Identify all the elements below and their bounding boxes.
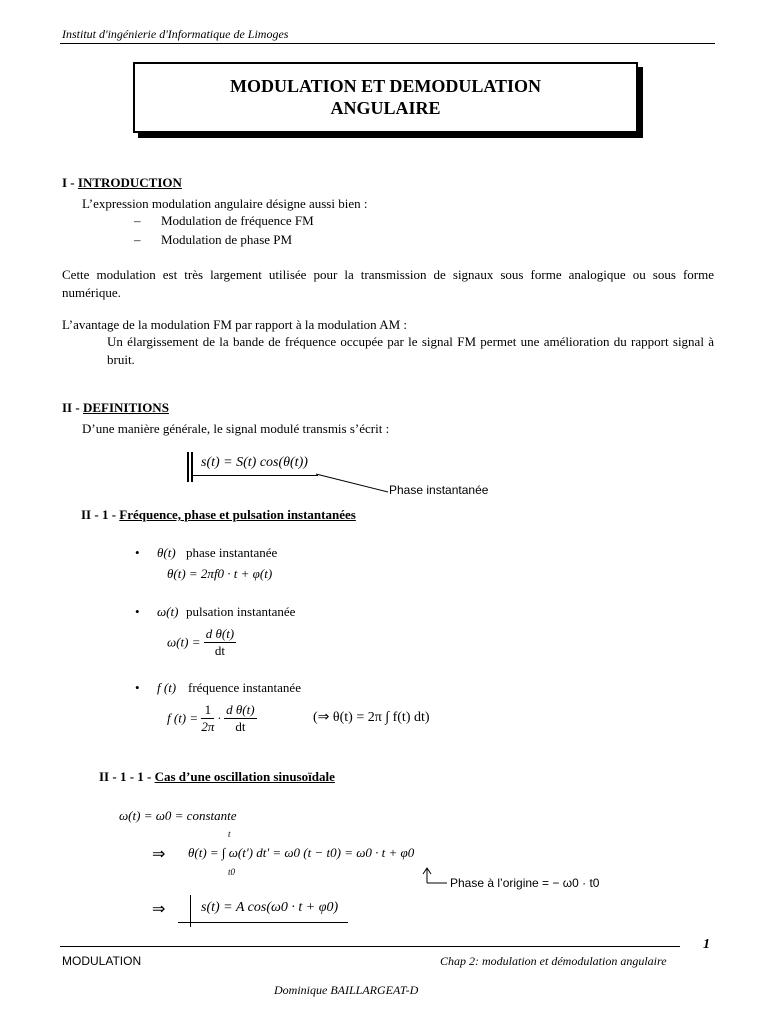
item3-fraction-1 bbox=[201, 702, 214, 735]
item3-label: fréquence instantanée bbox=[188, 680, 301, 695]
bullet-dot-2: • bbox=[135, 604, 140, 619]
item3-formula-lhs: f (t) = bbox=[167, 710, 199, 726]
title-line1: MODULATION ET DEMODULATION bbox=[229, 76, 542, 96]
item1-label: phase instantanée bbox=[186, 545, 278, 560]
section2-title: DEFINITIONS bbox=[82, 400, 169, 415]
bullet-dot-3: • bbox=[135, 680, 140, 695]
annotation-arrow bbox=[312, 470, 392, 496]
item3-denominator-2: dt bbox=[235, 719, 246, 734]
implies-symbol-1: ⇒ bbox=[152, 846, 166, 863]
section2-number: II - bbox=[62, 400, 83, 415]
sub1-number: II - 1 - bbox=[81, 507, 120, 522]
title-box bbox=[133, 62, 638, 133]
item2-formula bbox=[167, 626, 236, 659]
bullet-dash-1: – bbox=[134, 213, 141, 228]
sub11-eq3: s(t) = A cos(ω0 · t + φ0) bbox=[201, 900, 339, 915]
header-institute: Institut d'ingénierie d'Informatique de Limoges bbox=[62, 27, 289, 41]
header-rule bbox=[60, 43, 715, 44]
item2-numerator: d θ(t) bbox=[205, 626, 235, 641]
item1-formula: θ(t) = 2πf0 · t + φ(t) bbox=[167, 566, 273, 581]
title-line2: ANGULAIRE bbox=[330, 98, 441, 118]
item2-symbol: ω(t) bbox=[157, 604, 179, 619]
footer-rule bbox=[60, 946, 680, 947]
section1-heading bbox=[62, 175, 182, 191]
footer-left: MODULATION bbox=[62, 954, 142, 968]
formula-underline bbox=[193, 475, 318, 476]
item3-fraction-2 bbox=[224, 702, 256, 735]
eq3-underline bbox=[178, 922, 348, 923]
section1-para3: Un élargissement de la bande de fréquence occupée par le signal FM permet une amélioration du rapport signal à bruit. bbox=[107, 334, 714, 367]
section1-intro: L’expression modulation angulaire désigne aussi bien : bbox=[82, 196, 368, 211]
footer-right: Chap 2: modulation et démodulation angulaire bbox=[440, 954, 667, 968]
footer-page-number: 1 bbox=[703, 937, 710, 952]
origin-note: Phase à l’origine = − ω0 · t0 bbox=[450, 876, 600, 890]
item2-fraction bbox=[204, 626, 236, 659]
section1-title: INTRODUCTION bbox=[77, 175, 182, 190]
bullet-dot-1: • bbox=[135, 545, 140, 560]
item3-numerator-1: 1 bbox=[201, 702, 214, 719]
footer-author: Dominique BAILLARGEAT-D bbox=[274, 983, 419, 997]
item2-denominator: dt bbox=[214, 643, 225, 658]
section1-number: I - bbox=[62, 175, 78, 190]
item3-symbol: f (t) bbox=[157, 680, 177, 695]
bullet-fm: Modulation de fréquence FM bbox=[161, 213, 314, 228]
item3-numerator-2: d θ(t) bbox=[226, 702, 255, 717]
implies-symbol-2: ⇒ bbox=[152, 901, 166, 918]
item3-formula: f (t) = $\frac{1}{2\pi}$ · $\frac{\text{d θ(t)}}{dt}$ bbox=[167, 702, 255, 734]
formula-bar-2 bbox=[191, 452, 193, 482]
section1-para2: L’avantage de la modulation FM par rapport à la modulation AM : bbox=[62, 317, 408, 332]
sub1-title: Fréquence, phase et pulsation instantanées bbox=[119, 507, 356, 522]
item3-side-formula: (⇒ θ(t) = 2π ∫ f(t) dt) bbox=[313, 710, 430, 725]
sub11-eq2-upper: t bbox=[228, 829, 231, 839]
sub11-number: II - 1 - 1 - bbox=[99, 769, 155, 784]
section1-para1: Cette modulation est très largement utilisée pour la transmission de signaux sous forme analogique ou sous forme numérique. bbox=[62, 267, 714, 300]
item2-formula-lhs: ω(t) = bbox=[167, 634, 201, 650]
sub11-heading bbox=[99, 769, 335, 785]
sub11-eq2-lower: t0 bbox=[228, 867, 236, 877]
section2-intro: D’une manière générale, le signal modulé transmis s’écrit : bbox=[82, 421, 390, 436]
origin-arrow bbox=[420, 866, 450, 888]
item2-label: pulsation instantanée bbox=[186, 604, 296, 619]
sub11-eq1: ω(t) = ω0 = constante bbox=[119, 808, 237, 823]
item3-denominator-1: 2π bbox=[201, 719, 215, 734]
section2-heading bbox=[62, 400, 169, 416]
sub11-eq2: θ(t) = ∫ ω(t') dt' = ω0 (t − t0) = ω0 · t + φ0 bbox=[188, 845, 415, 860]
annotation-phase: Phase instantanée bbox=[389, 483, 489, 497]
sub1-heading bbox=[81, 507, 356, 523]
sub11-title: Cas d’une oscillation sinusoïdale bbox=[154, 769, 335, 784]
bullet-dash-2: – bbox=[134, 232, 141, 247]
bullet-pm: Modulation de phase PM bbox=[161, 232, 293, 247]
item1-symbol: θ(t) bbox=[157, 545, 176, 560]
formula-main: s(t) = S(t) cos(θ(t)) bbox=[201, 455, 308, 470]
formula-bar-1 bbox=[187, 452, 189, 482]
